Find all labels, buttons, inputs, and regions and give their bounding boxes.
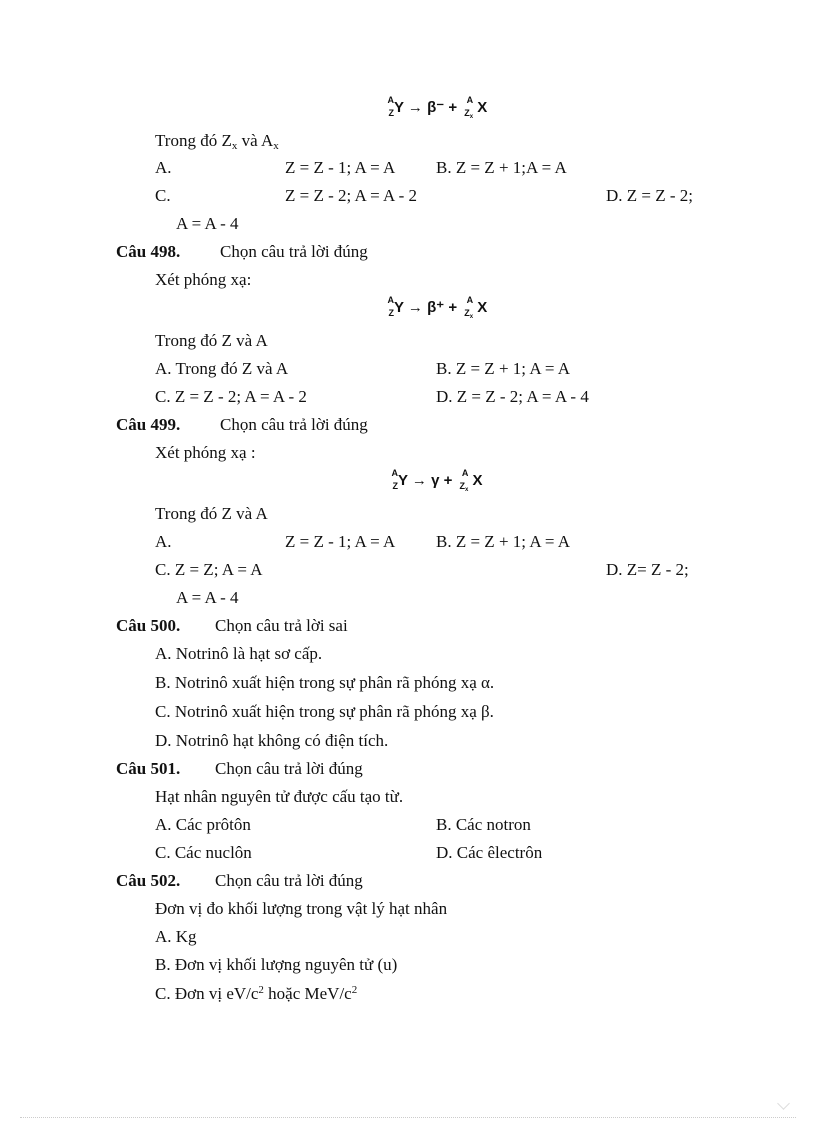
option-a-label: A. — [155, 158, 172, 177]
option-c: Z = Z - 2; A = A - 2 — [285, 186, 418, 205]
option-c: C. Notrinô xuất hiện trong sự phân rã phóng xạ β. — [155, 702, 494, 721]
question-stem: Xét phóng xạ: — [155, 270, 252, 289]
option-a: Z = Z - 1; A = A — [285, 158, 396, 177]
question-title: Câu 501. — [116, 759, 181, 778]
decay-equation-497: A Z Y → β⁻ + A $Z_x$ X — [384, 97, 487, 119]
nuclide-y: A Z — [391, 468, 398, 491]
option-d: D. Các êlectrôn — [436, 843, 543, 862]
nuclide-y: A Z — [387, 95, 394, 118]
nuclide-x: A $Z_x$ — [464, 95, 474, 120]
question-stem: Đơn vị đo khối lượng trong vật lý hạt nhân — [155, 899, 448, 918]
option-d: D. Z = Z - 2; A = A - 4 — [436, 387, 589, 406]
question-stem: Hạt nhân nguyên tử được cấu tạo từ. — [155, 787, 404, 806]
option-d-continued: A = A - 4 — [176, 588, 239, 607]
decay-equation-498: A Z Y → β⁺ + A $Z_x$ X — [384, 297, 487, 319]
option-c: C. Đơn vị $eV/c^2$ hoặc MeV/$c^2$ — [155, 984, 358, 1003]
question-title: Câu 499. — [116, 415, 181, 434]
option-a: Z = Z - 1; A = A — [285, 532, 396, 551]
question-title: Câu 498. — [116, 242, 181, 261]
option-b: B. Các notron — [436, 815, 531, 834]
question-prompt: Chọn câu trả lời đúng — [220, 415, 368, 434]
question-intro: Trong đó $Z_x$ và $A_x$ — [155, 131, 279, 152]
option-b: B. Z = Z + 1; A = A — [436, 532, 571, 551]
option-c: C. Các nuclôn — [155, 843, 252, 862]
option-a-label: A. — [155, 532, 172, 551]
option-a: A. Notrinô là hạt sơ cấp. — [155, 644, 323, 663]
question-intro: Trong đó Z và A — [155, 504, 268, 523]
option-a: A. Kg — [155, 927, 197, 946]
nuclide-y: A Z — [387, 295, 394, 318]
option-b: B. Đơn vị khối lượng nguyên tử (u) — [155, 955, 398, 974]
page-footer-rule — [20, 1117, 796, 1118]
option-c-label: C. — [155, 186, 171, 205]
question-stem: Xét phóng xạ : — [155, 443, 256, 462]
option-c: C. Z = Z - 2; A = A - 2 — [155, 387, 307, 406]
question-prompt: Chọn câu trả lời đúng — [215, 759, 363, 778]
question-title: Câu 500. — [116, 616, 181, 635]
option-d-continued: A = A - 4 — [176, 214, 239, 233]
option-d: D. Z = Z - 2; — [606, 186, 694, 205]
question-intro: Trong đó Z và A — [155, 331, 268, 350]
decay-equation-499: A Z Y → γ + A $Z_x$ X — [388, 470, 483, 492]
option-b: B. Z = Z + 1;A = A — [436, 158, 567, 177]
option-d: D. Notrinô hạt không có điện tích. — [155, 731, 389, 750]
option-d: D. Z= Z - 2; — [606, 560, 689, 579]
question-prompt: Chọn câu trả lời đúng — [215, 871, 363, 890]
option-a: A. Các prôtôn — [155, 815, 251, 834]
option-b: B. Notrinô xuất hiện trong sự phân rã phóng xạ α. — [155, 673, 495, 692]
option-b: B. Z = Z + 1; A = A — [436, 359, 571, 378]
question-title: Câu 502. — [116, 871, 181, 890]
option-c: C. Z = Z; A = A — [155, 560, 263, 579]
nuclide-x: A $Z_x$ — [464, 295, 474, 320]
question-prompt: Chọn câu trả lời sai — [215, 616, 348, 635]
page-corner-marker — [777, 1097, 790, 1110]
nuclide-x: A $Z_x$ — [459, 468, 469, 493]
option-a: A. Trong đó Z và A — [155, 359, 289, 378]
question-prompt: Chọn câu trả lời đúng — [220, 242, 368, 261]
